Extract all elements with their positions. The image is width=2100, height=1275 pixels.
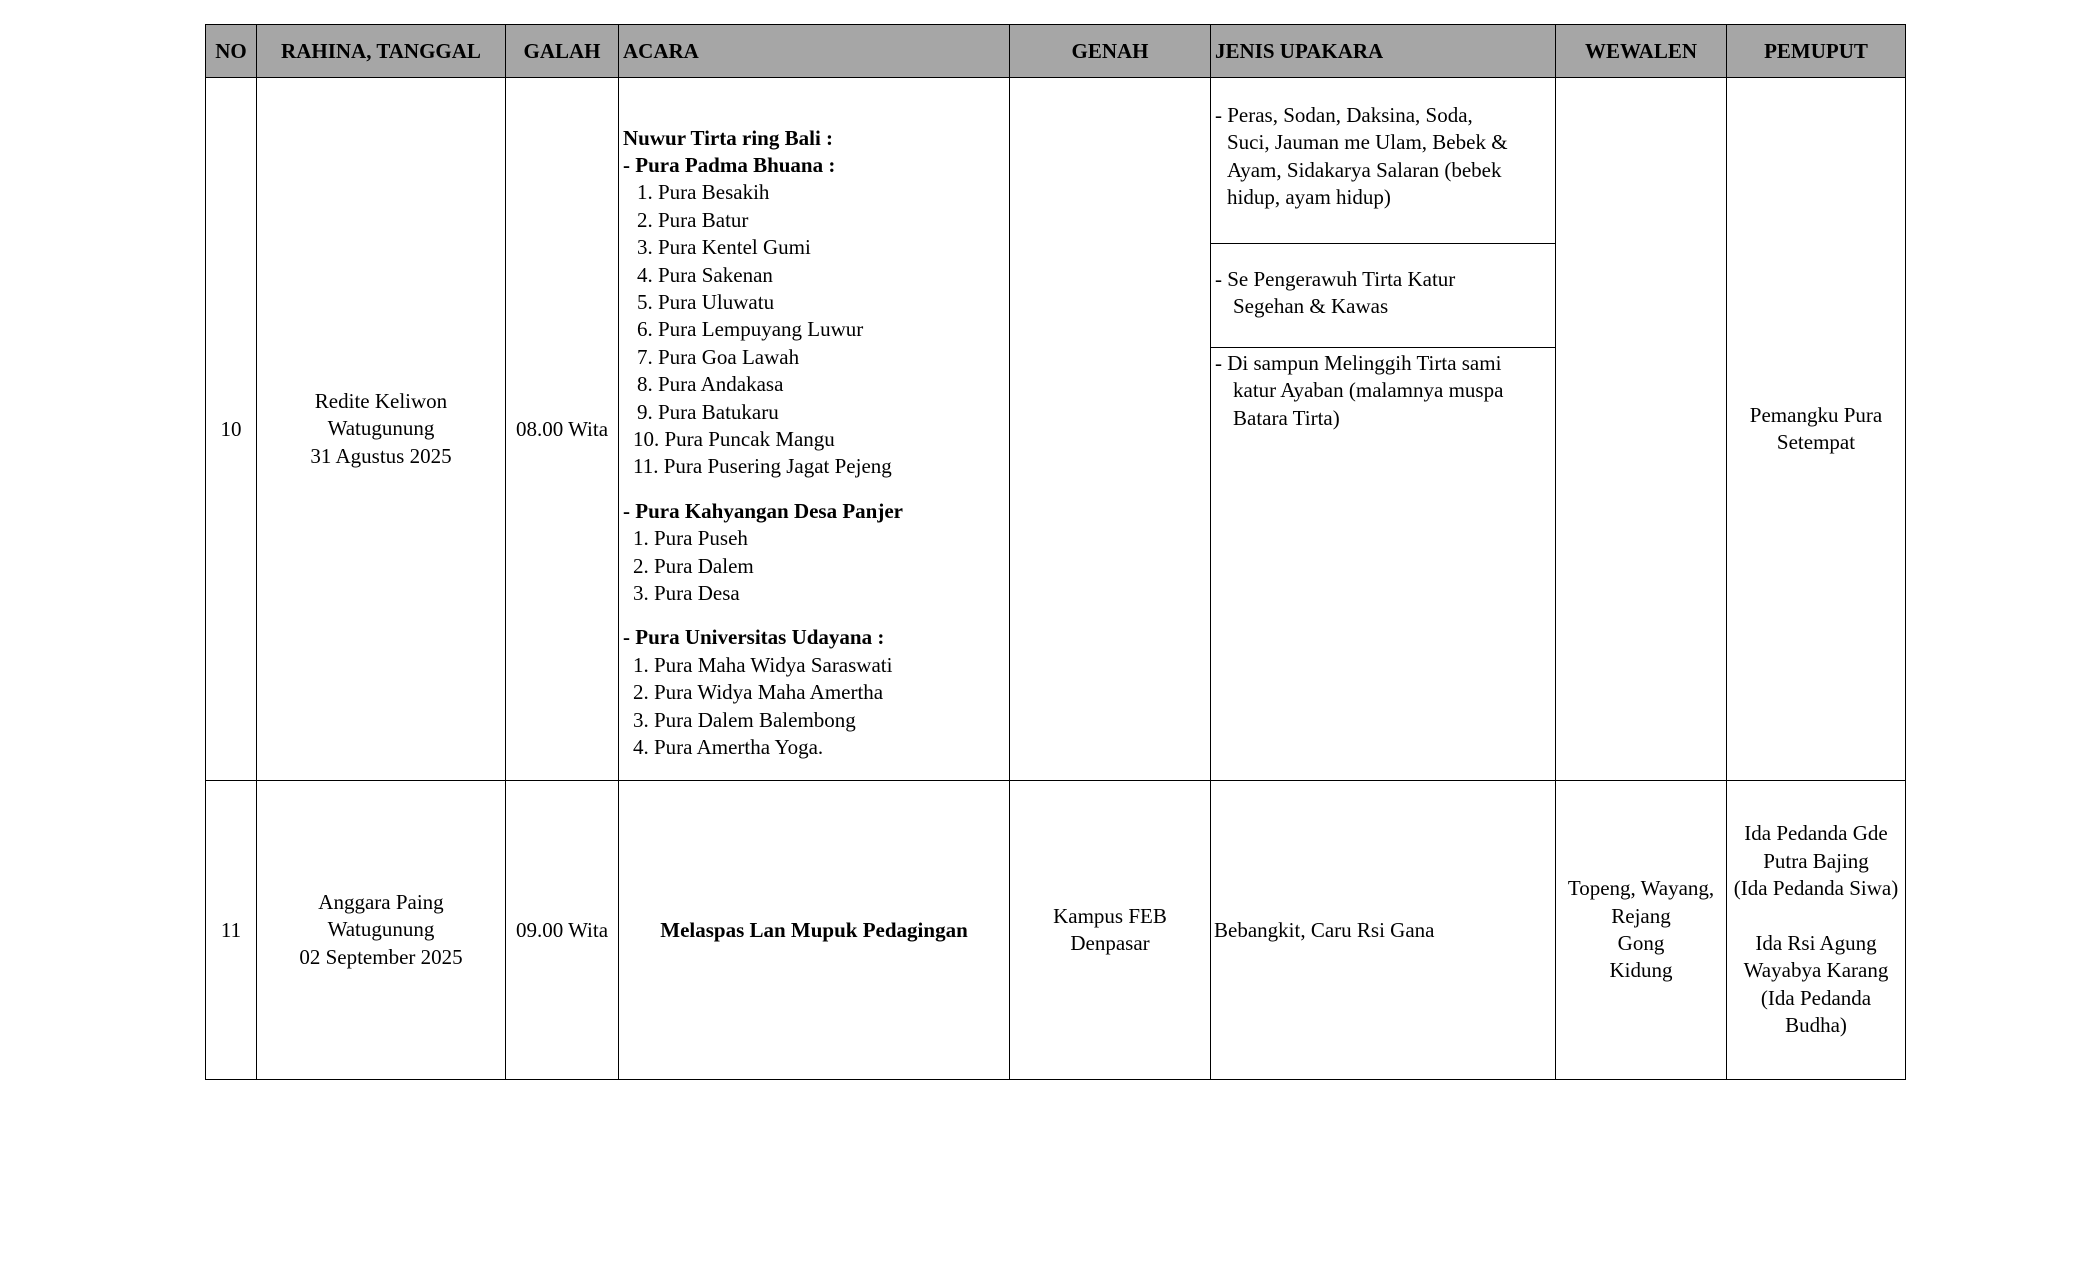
pemuput-line: Pemangku Pura: [1749, 402, 1883, 427]
list-item: 3. Pura Kentel Gumi: [637, 235, 811, 260]
rahina-line: Watugunung: [327, 917, 435, 942]
genah-line: Denpasar: [1070, 931, 1150, 955]
upakara-block: [1211, 348, 1555, 780]
header-pemuput: PEMUPUT: [1727, 25, 1906, 78]
wewalen-line: Kidung: [1609, 958, 1673, 983]
pemuput-line: Budha): [1785, 1013, 1847, 1038]
pemuput-line: Ida Pedanda Gde: [1744, 821, 1888, 846]
list-item: 10. Pura Puncak Mangu: [633, 427, 835, 451]
list-item: 3. Pura Dalem Balembong: [633, 707, 856, 732]
header-rahina: RAHINA, TANGGAL: [257, 25, 506, 78]
pemuput-line: Ida Rsi Agung: [1755, 930, 1877, 955]
upakara-block: [1211, 244, 1555, 348]
wewalen-line: Topeng, Wayang,: [1567, 876, 1715, 901]
rahina-line: 31 Agustus 2025: [310, 443, 452, 468]
pemuput-line: Putra Bajing: [1763, 848, 1869, 873]
row11-upakara: Bebangkit, Caru Rsi Gana: [1211, 781, 1556, 1080]
upakara-line: - Peras, Sodan, Daksina, Soda,: [1215, 103, 1473, 127]
row11-pemuput: [1727, 781, 1906, 1080]
upakara-line: - Di sampun Melinggih Tirta sami: [1215, 351, 1502, 375]
wewalen-line: Gong: [1617, 931, 1665, 955]
row11-genah: [1010, 781, 1211, 1080]
list-item: 4. Pura Sakenan: [637, 262, 773, 287]
pemuput-line: (Ida Pedanda Siwa): [1733, 876, 1899, 901]
pemuput-line: [1727, 903, 1905, 930]
row11-galah: 09.00 Wita: [506, 781, 619, 1080]
list-item: 5. Pura Uluwatu: [637, 289, 775, 314]
genah-line: Kampus FEB: [1053, 903, 1167, 928]
upakara-line: katur Ayaban (malamnya muspa: [1233, 378, 1504, 403]
row10-pemuput: [1727, 78, 1906, 781]
upakara-line: - Se Pengerawuh Tirta Katur: [1215, 267, 1456, 291]
table-row-11: [206, 781, 1906, 1080]
row10-genah: [1010, 78, 1211, 781]
pura-list-padma-bhuana: [623, 179, 1005, 480]
row11-rahina: [257, 781, 506, 1080]
pura-list-universitas-udayana: [623, 652, 1005, 762]
list-item: 1. Pura Puseh: [633, 526, 748, 551]
header-row: [206, 25, 1906, 78]
row10-upakara: [1211, 78, 1556, 781]
header-genah: GENAH: [1010, 25, 1211, 78]
schedule-table: [205, 24, 1906, 1080]
pemuput-line: Setempat: [1776, 430, 1856, 454]
upakara-line: Batara Tirta): [1233, 405, 1340, 430]
pemuput-line: (Ida Pedanda: [1760, 985, 1872, 1010]
header-galah: GALAH: [506, 25, 619, 78]
row11-acara: Melaspas Lan Mupuk Pedagingan: [619, 781, 1010, 1080]
row10-wewalen: [1556, 78, 1727, 781]
list-item: 8. Pura Andakasa: [637, 372, 784, 397]
list-item: 2. Pura Batur: [637, 207, 749, 232]
list-item: 3. Pura Desa: [633, 581, 740, 606]
upakara-line: Suci, Jauman me Ulam, Bebek &: [1227, 130, 1508, 155]
list-item: 1. Pura Besakih: [637, 180, 770, 205]
row11-no: 11: [206, 781, 257, 1080]
list-item: 1. Pura Maha Widya Saraswati: [633, 652, 893, 677]
header-acara: ACARA: [619, 25, 1010, 78]
table-row-10: [206, 78, 1906, 781]
group-title-kahyangan-desa: - Pura Kahyangan Desa Panjer: [623, 498, 903, 523]
list-item: 2. Pura Widya Maha Amertha: [633, 680, 884, 705]
upakara-block: [1211, 78, 1555, 244]
group-title-padma-bhuana: - Pura Padma Bhuana :: [623, 152, 836, 177]
header-wewalen: WEWALEN: [1556, 25, 1727, 78]
upakara-line: Segehan & Kawas: [1233, 294, 1389, 319]
header-upakara: JENIS UPAKARA: [1211, 25, 1556, 78]
rahina-line: 02 September 2025: [299, 944, 463, 969]
list-item: 9. Pura Batukaru: [637, 399, 779, 424]
list-item: 4. Pura Amertha Yoga.: [633, 735, 824, 760]
list-item: 11. Pura Pusering Jagat Pejeng: [633, 454, 892, 479]
row10-no: 10: [206, 78, 257, 781]
wewalen-line: Rejang: [1611, 903, 1671, 928]
rahina-line: Watugunung: [327, 416, 435, 441]
row10-rahina: [257, 78, 506, 781]
list-item: 7. Pura Goa Lawah: [637, 344, 800, 369]
header-no: NO: [206, 25, 257, 78]
row11-wewalen: [1556, 781, 1727, 1080]
pura-list-kahyangan-desa: [623, 525, 1005, 607]
upakara-line: Ayam, Sidakarya Salaran (bebek: [1227, 157, 1502, 182]
pemuput-line: Wayabya Karang: [1743, 958, 1889, 983]
list-item: 6. Pura Lempuyang Luwur: [637, 317, 864, 342]
rahina-line: Redite Keliwon: [314, 388, 448, 413]
acara-title: Nuwur Tirta ring Bali :: [623, 125, 834, 150]
row10-galah: 08.00 Wita: [506, 78, 619, 781]
list-item: 2. Pura Dalem: [633, 553, 754, 578]
rahina-line: Anggara Paing: [318, 889, 444, 914]
row10-acara: [619, 78, 1010, 781]
upakara-line: hidup, ayam hidup): [1227, 185, 1391, 210]
group-title-universitas-udayana: - Pura Universitas Udayana :: [623, 625, 885, 650]
